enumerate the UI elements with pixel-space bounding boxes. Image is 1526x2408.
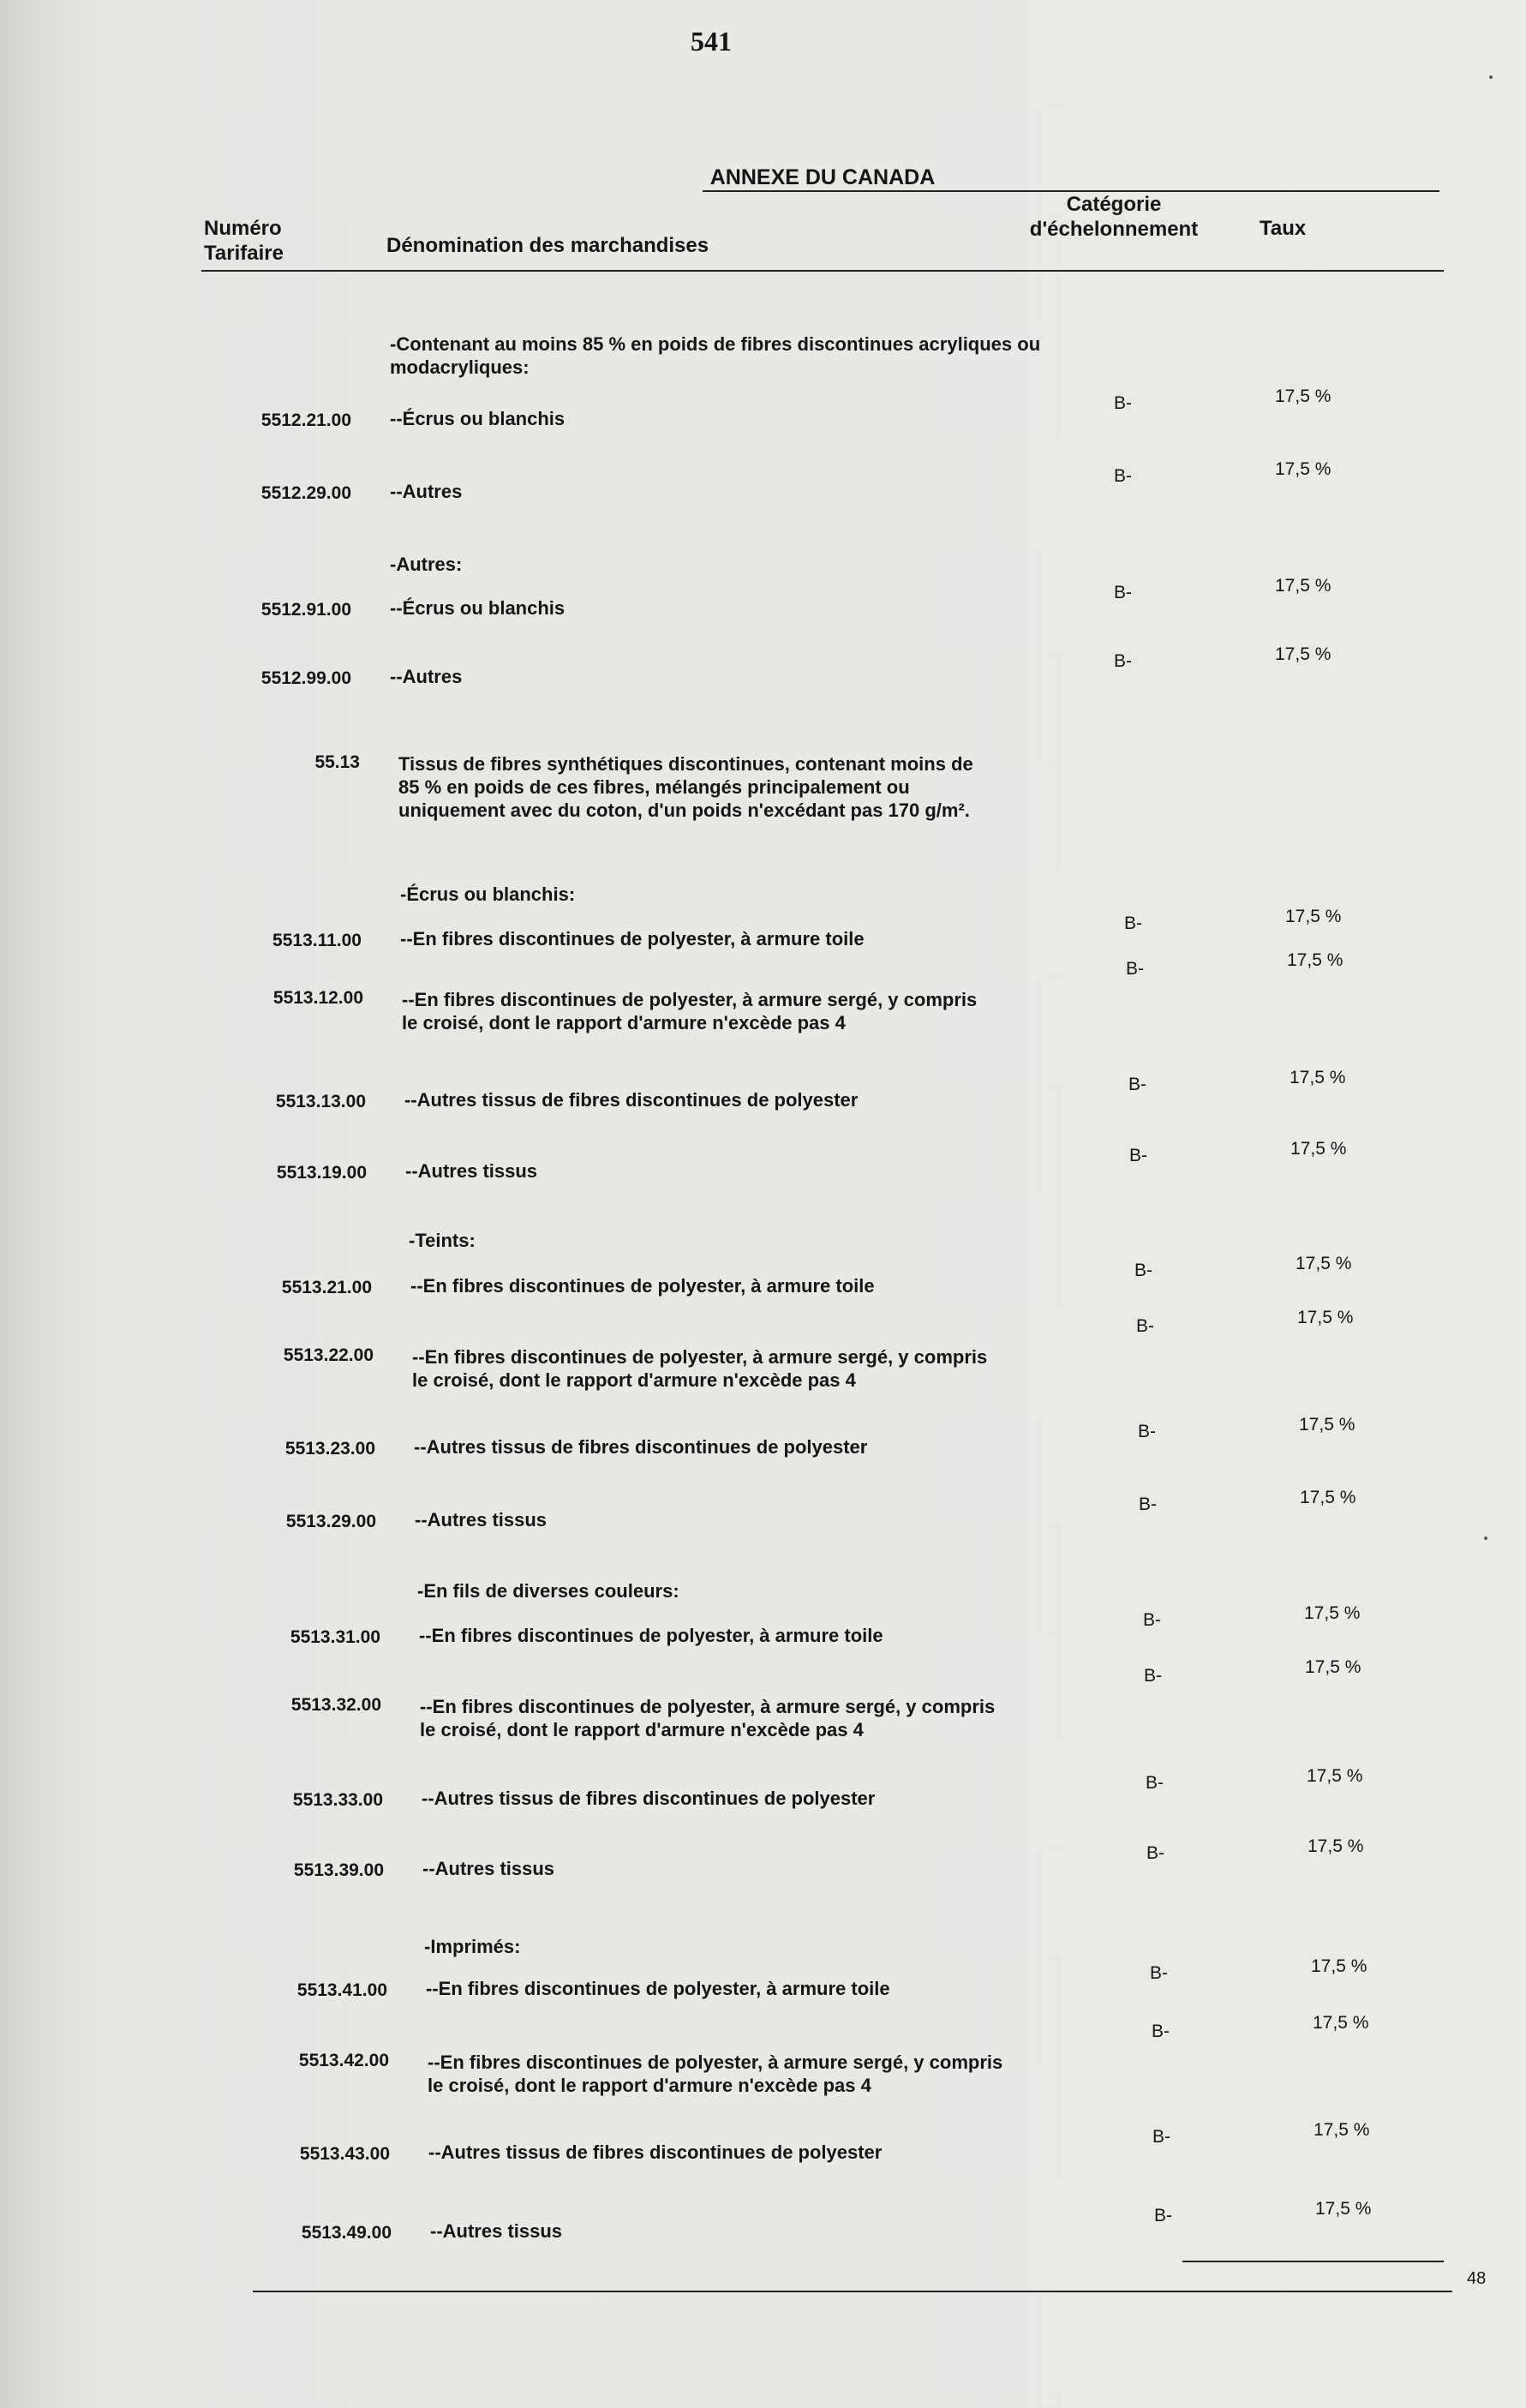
goods-description: --En fibres discontinues de polyester, à armure toile: [419, 1625, 883, 1646]
header-staging-category-line1: Catégorie: [1066, 193, 1162, 216]
goods-description: -Imprimés:: [424, 1936, 521, 1957]
header-rule: [201, 270, 1444, 272]
staging-category: B-: [1114, 466, 1132, 486]
rate: 17,5 %: [1299, 1415, 1355, 1435]
rate: 17,5 %: [1275, 644, 1332, 664]
rate: 17,5 %: [1290, 1068, 1346, 1087]
tariff-code: 5512.99.00: [260, 668, 351, 688]
goods-description: --Autres tissus: [415, 1509, 548, 1530]
staging-category: B-: [1124, 913, 1142, 933]
tariff-code: 5513.31.00: [290, 1627, 380, 1647]
rate: 17,5 %: [1308, 1836, 1364, 1856]
table-row: [0, 386, 1526, 430]
header-tariff-number: [204, 216, 375, 266]
table-row: [0, 1657, 1526, 1740]
goods-description: --Écrus ou blanchis: [390, 597, 566, 619]
staging-category: B-: [1139, 1495, 1157, 1514]
goods-description: --En fibres discontinues de polyester, à armure sergé, y compris le croisé, dont le rapport d'armure n'excède pas 4: [420, 1696, 996, 1740]
rate: 17,5 %: [1275, 459, 1332, 479]
goods-description: -Autres:: [390, 554, 463, 575]
goods-description: -Teints:: [409, 1230, 476, 1251]
tariff-code: 5513.42.00: [298, 2051, 389, 2070]
goods-description: --Autres: [390, 666, 463, 687]
goods-description: --Autres tissus de fibres discontinues de polyester: [414, 1436, 868, 1458]
staging-category: B-: [1144, 1666, 1162, 1686]
table-row: [0, 2013, 1526, 2096]
staging-category: B-: [1114, 393, 1132, 413]
rate: 17,5 %: [1285, 907, 1342, 926]
staging-category: B-: [1128, 1075, 1146, 1094]
table-row: [0, 1935, 1526, 1957]
rate: 17,5 %: [1290, 1139, 1347, 1159]
tariff-code: 5513.29.00: [285, 1512, 376, 1531]
table-row: [0, 1836, 1526, 1880]
tariff-code: 5512.91.00: [260, 600, 351, 620]
tariff-code: 5513.43.00: [299, 2144, 390, 2164]
rate: 17,5 %: [1311, 1956, 1367, 1976]
table-row: [0, 1603, 1526, 1647]
rate: 17,5 %: [1275, 576, 1332, 596]
scan-speck: [1484, 1536, 1487, 1540]
tariff-code: 5513.32.00: [290, 1695, 381, 1715]
goods-description: --En fibres discontinues de polyester, à armure sergé, y compris le croisé, dont le rapport d'armure n'excède pas 4: [412, 1346, 988, 1391]
table-row: [0, 1139, 1526, 1183]
rate: 17,5 %: [1305, 1657, 1361, 1677]
goods-description: --Autres tissus de fibres discontinues de polyester: [404, 1089, 859, 1111]
tariff-code: 5513.41.00: [296, 1980, 387, 2000]
footer-short-rule: [1182, 2261, 1444, 2262]
tariff-code: 5513.22.00: [283, 1345, 374, 1365]
rate: 17,5 %: [1287, 950, 1343, 970]
goods-description: --En fibres discontinues de polyester, à armure toile: [400, 928, 865, 949]
staging-category: B-: [1129, 1146, 1147, 1165]
table-row: [0, 332, 1526, 378]
staging-category: B-: [1114, 651, 1132, 671]
table-row: [0, 1488, 1526, 1531]
tariff-code: 5512.29.00: [260, 483, 351, 503]
tariff-code: 5513.39.00: [293, 1860, 384, 1880]
table-row: [0, 459, 1526, 503]
table-row: [0, 1229, 1526, 1251]
goods-description: -En fils de diverses couleurs:: [417, 1580, 679, 1602]
rate: 17,5 %: [1297, 1308, 1354, 1327]
goods-description: --Autres tissus de fibres discontinues de polyester: [422, 1788, 876, 1809]
tariff-code: 5513.33.00: [292, 1790, 383, 1810]
staging-category: B-: [1154, 2206, 1172, 2225]
goods-description: --En fibres discontinues de polyester, à armure sergé, y compris le croisé, dont le rapport d'armure n'excède pas 4: [428, 2052, 1003, 2096]
tariff-code: 5512.21.00: [260, 410, 351, 430]
goods-description: --Autres tissus: [422, 1858, 555, 1879]
scan-speck: [1489, 75, 1493, 79]
staging-category: B-: [1136, 1316, 1154, 1336]
table-row: [0, 576, 1526, 620]
table-row: [0, 883, 1526, 905]
staging-category: B-: [1146, 1773, 1164, 1793]
annex-title: ANNEXE DU CANADA: [709, 165, 936, 189]
rate: 17,5 %: [1304, 1603, 1361, 1623]
goods-description: -Contenant au moins 85 % en poids de fibres discontinues acryliques ou modacryliques:: [390, 333, 1041, 378]
table-row: [0, 1068, 1526, 1111]
rate: 17,5 %: [1315, 2199, 1372, 2219]
table-row: [0, 1579, 1526, 1602]
tariff-code: 5513.21.00: [281, 1278, 372, 1297]
goods-description: --Autres tissus: [430, 2220, 563, 2242]
goods-description: --Écrus ou blanchis: [390, 408, 566, 429]
table-row: [0, 950, 1526, 1033]
table-row: [0, 1254, 1526, 1297]
tariff-code: 5513.23.00: [284, 1439, 375, 1459]
tariff-code: 5513.49.00: [301, 2223, 392, 2243]
tariff-code: 5513.13.00: [275, 1092, 366, 1111]
staging-category: B-: [1143, 1610, 1161, 1630]
rate: 17,5 %: [1313, 2013, 1369, 2033]
goods-description: Tissus de fibres synthétiques discontinues, contenant moins de 85 % en poids de ces fibres, mélangés principalement ou uniquement avec du coton, d'un poids n'excédant pas 170 g/m².: [398, 753, 973, 821]
staging-category: B-: [1152, 2022, 1170, 2041]
staging-category: B-: [1152, 2127, 1170, 2147]
staging-category: B-: [1114, 583, 1132, 602]
header-staging-category: [1002, 192, 1225, 242]
table-row: [0, 752, 1526, 821]
table-row: [0, 1415, 1526, 1459]
staging-category: B-: [1134, 1261, 1152, 1280]
header-tariff-number-line2: Tarifaire: [204, 242, 284, 265]
tariff-code: 5513.19.00: [276, 1163, 367, 1183]
footer-rule: [253, 2291, 1452, 2292]
staging-category: B-: [1138, 1422, 1156, 1441]
goods-description: --Autres tissus: [405, 1160, 538, 1182]
goods-description: -Écrus ou blanchis:: [400, 884, 576, 905]
tariff-code: 55.13: [314, 752, 360, 772]
header-tariff-number-line1: Numéro: [204, 217, 282, 240]
table-row: [0, 1766, 1526, 1810]
table-row: [0, 644, 1526, 688]
table-row: [0, 1308, 1526, 1391]
table-row: [0, 1956, 1526, 2000]
header-rate: Taux: [1260, 217, 1307, 240]
rate: 17,5 %: [1314, 2120, 1370, 2140]
goods-description: --En fibres discontinues de polyester, à armure toile: [426, 1978, 890, 1999]
rate: 17,5 %: [1300, 1488, 1356, 1507]
table-row: [0, 907, 1526, 950]
tariff-code: 5513.11.00: [272, 931, 362, 950]
footer-page-number: 48: [1467, 2269, 1487, 2288]
rate: 17,5 %: [1296, 1254, 1352, 1273]
table-row: [0, 2199, 1526, 2243]
staging-category: B-: [1126, 959, 1144, 979]
goods-description: --Autres tissus de fibres discontinues de polyester: [428, 2141, 883, 2163]
staging-category: B-: [1150, 1963, 1168, 1983]
rate: 17,5 %: [1307, 1766, 1363, 1786]
table-row: [0, 553, 1526, 575]
staging-category: B-: [1146, 1843, 1164, 1863]
header-description: Dénomination des marchandises: [386, 234, 709, 257]
tariff-code: 5513.12.00: [272, 988, 363, 1008]
goods-description: --En fibres discontinues de polyester, à armure toile: [410, 1275, 875, 1297]
header-staging-category-line2: d'échelonnement: [1029, 218, 1199, 241]
rate: 17,5 %: [1275, 386, 1332, 406]
goods-description: --Autres: [390, 481, 463, 502]
page-number: 541: [691, 26, 732, 57]
goods-description: --En fibres discontinues de polyester, à armure sergé, y compris le croisé, dont le rapport d'armure n'excède pas 4: [402, 989, 978, 1033]
